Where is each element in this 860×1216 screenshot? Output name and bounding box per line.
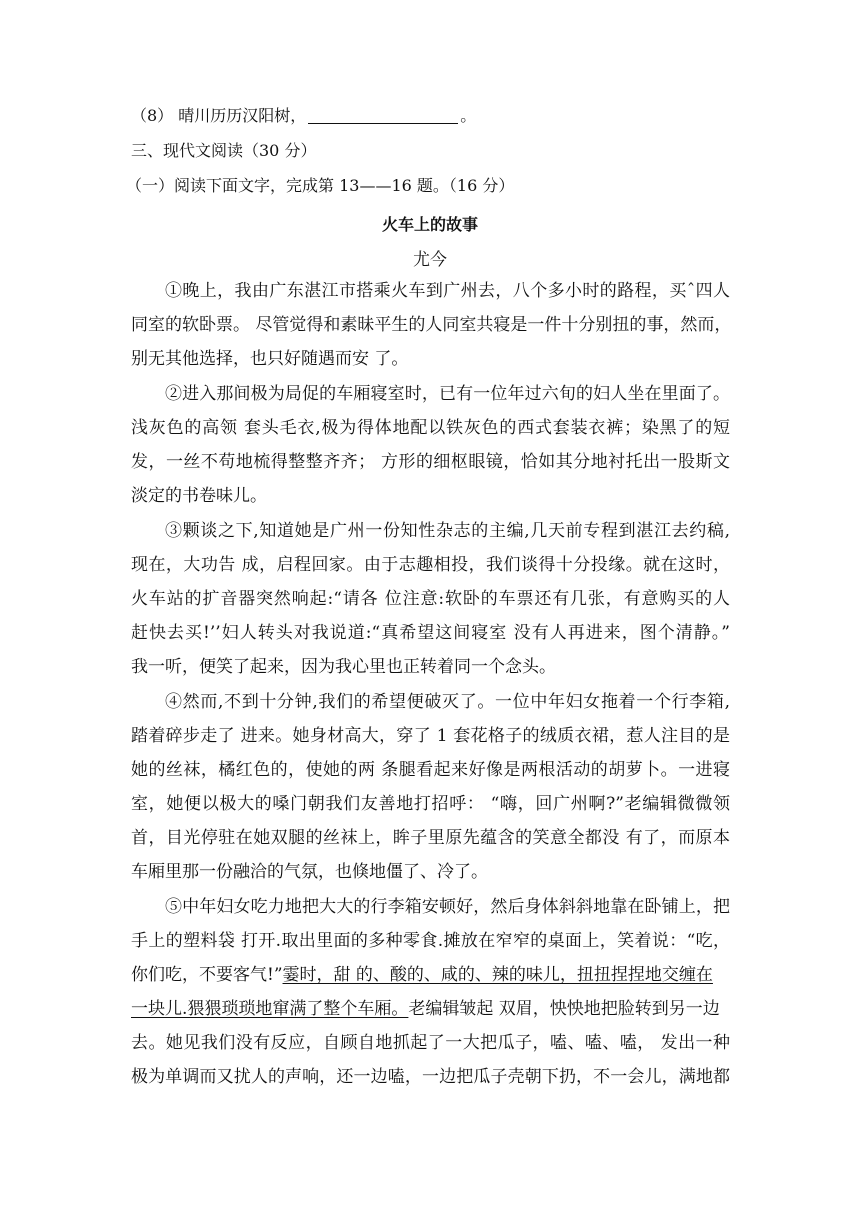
paragraph-line: ①晚上，我由广东湛江市搭乘火车到广州去，八个多小时的路程，买ˆ四人 (165, 281, 730, 301)
section-heading: 三、现代文阅读（30 分） (131, 141, 317, 160)
question-8-end: 。 (460, 106, 477, 125)
paragraph-line: 车厢里那一份融洽的气氛，也倏地僵了、冷了。 (131, 862, 488, 882)
paragraph-line: 赶快去买!’’妇人转头对我说道:“真希望这间寝室 没有人再进来，图个清静。” (131, 623, 730, 643)
paragraph-line: 现在，大功告 成，启程回家。由于志趣相投，我们谈得十分投缘。就在这时， (131, 555, 730, 575)
article-title: 火车上的故事 (381, 215, 478, 234)
paragraph-line: 发，一丝不苟地梳得整整齐齐； 方形的细枢眼镜，恰如其分地衬托出一股斯文 (131, 452, 730, 472)
answer-blank[interactable] (308, 107, 458, 124)
paragraph-line: ⑤中年妇女吃力地把大大的行李箱安顿好，然后身体斜斜地靠在卧铺上，把 (165, 897, 730, 917)
paragraph-line: ④然而,不到十分钟,我们的希望便破灭了。一位中年妇女拖着一个行李箱, (165, 692, 730, 712)
paragraph-line: 室，她便以极大的嗓门朝我们友善地打招呼： “嗨，回广州啊?”老编辑微微领 (131, 794, 730, 814)
paragraph-line: 极为单调而又扰人的声响，还一边嗑，一边把瓜子壳朝下扔，不一会儿，满地都 (131, 1067, 730, 1087)
paragraph-line: 她的丝袜，橘红色的，使她的两 条腿看起来好像是两根活动的胡萝卜。一进寝 (131, 760, 730, 780)
article-author: 尤今 (413, 250, 447, 270)
quote-text: 你们吃，不要客气!” (131, 965, 283, 985)
part-heading: （一）阅读下面文字，完成第 13——16 题。（16 分） (126, 176, 515, 195)
paragraph-line: 同室的软卧票。 尽管觉得和素昧平生的人同室共寝是一件十分别扭的事，然而， (131, 315, 732, 335)
paragraph-text: 老编辑皱起 双眉，怏怏地把脸转到另一边 (408, 999, 720, 1019)
paragraph-line: 火车站的扩音器突然响起:“请各 位注意:软卧的车票还有几张，有意购买的人 (131, 589, 730, 609)
paragraph-line: ③颗谈之下,知道她是广州一份知性杂志的主编,几天前专程到湛江去约稿, (165, 521, 730, 541)
paragraph-line (131, 965, 730, 985)
paragraph-line: 踏着碎步走了 进来。她身材高大，穿了 1 套花格子的绒质衣裙，惹人注目的是 (131, 726, 730, 746)
question-8-text: （8） 晴川历历汉阳树， (131, 106, 307, 125)
paragraph-line (131, 999, 730, 1019)
paragraph-line: 首，目光停驻在她双腿的丝袜上，眸子里原先蕴含的笑意全都没 有了，而原本 (131, 828, 730, 848)
paragraph-line: 浅灰色的高领 套头毛衣,极为得体地配以铁灰色的西式套装衣裤；染黑了的短 (131, 418, 730, 438)
paragraph-line: 去。她见我们没有反应，自顾自地抓起了一大把瓜子，嗑、嗑、嗑， 发出一种 (131, 1033, 730, 1053)
paragraph-line: 淡定的书卷味儿。 (131, 486, 267, 506)
paragraph-line: ②进入那间极为局促的车厢寝室时，已有一位年过六旬的妇人坐在里面了。 (165, 384, 730, 404)
paragraph-line: 我一听，便笑了起来，因为我心里也正转着同一个念头。 (131, 657, 556, 677)
question-8-line (131, 106, 476, 126)
paragraph-line: 手上的塑料袋 打开.取出里面的多种零食.摊放在窄窄的桌面上，笑着说：“吃， (131, 931, 730, 951)
underlined-sentence: 一块儿.猥猥琐琐地窜满了整个车厢。 (131, 999, 409, 1019)
paragraph-line: 别无其他选择，也只好随遇而安 了。 (131, 349, 409, 369)
underlined-sentence: 霎时，甜 的、酸的、咸的、辣的味儿，扭扭捏捏地交缠在 (282, 965, 713, 985)
